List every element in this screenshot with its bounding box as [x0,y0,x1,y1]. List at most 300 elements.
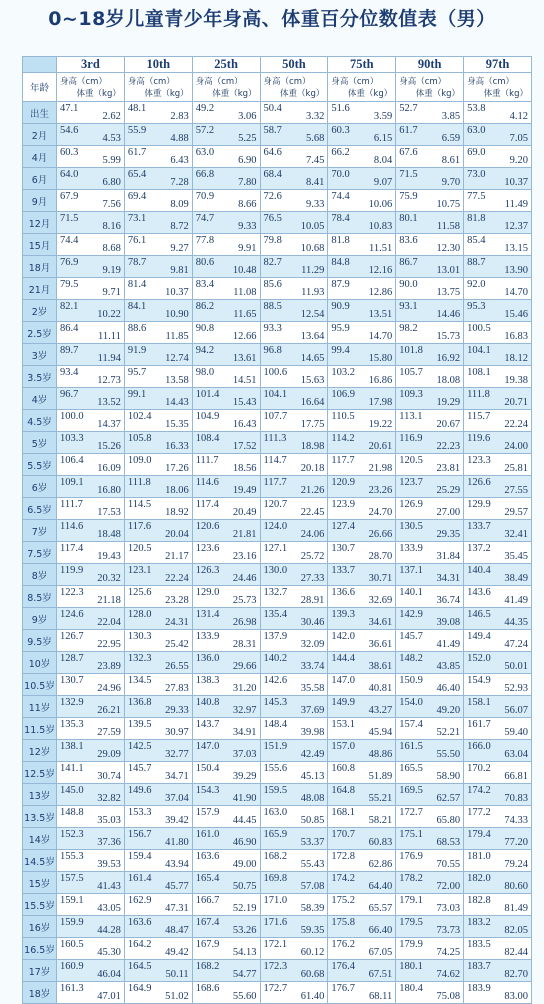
height-value: 157.0 [331,741,355,752]
height-value: 95.3 [467,301,486,312]
value-cell [260,454,328,476]
value-cell [464,828,532,850]
weight-value: 9.81 [170,265,189,276]
height-value: 160.9 [60,961,84,972]
height-value: 111.8 [467,389,490,400]
height-value: 127.4 [331,521,355,532]
value-cell [57,894,125,916]
weight-value: 64.40 [368,881,393,892]
value-cell [260,762,328,784]
table-row [23,124,532,146]
value-cell [260,234,328,256]
value-cell [57,410,125,432]
weight-value: 11.11 [97,331,121,342]
age-label: 12.5岁 [23,762,57,784]
value-cell [260,146,328,168]
age-label: 4岁 [23,388,57,410]
value-cell [464,520,532,542]
weight-value: 74.33 [504,815,528,826]
weight-value: 14.43 [165,397,189,408]
weight-value: 10.75 [436,199,461,210]
value-cell [192,146,260,168]
height-value: 132.7 [263,587,288,598]
weight-value: 15.46 [504,309,528,320]
height-value: 50.4 [263,103,282,114]
height-value: 182.0 [467,873,491,884]
weight-value: 10.48 [232,265,257,276]
table-row [23,410,532,432]
height-value: 70.9 [195,191,215,202]
weight-value: 9.27 [170,243,189,254]
height-value: 100.6 [263,367,288,378]
weight-value: 73.73 [436,925,461,936]
value-cell [464,916,532,938]
height-value: 126.9 [399,499,423,510]
age-label: 3.5岁 [23,366,57,388]
height-value: 76.1 [127,235,147,246]
table-row [23,608,532,630]
height-weight-subheader [260,73,328,102]
weight-value: 13.51 [368,309,393,320]
height-value: 103.2 [331,367,355,378]
height-value: 100.0 [60,411,84,422]
age-label: 13岁 [23,784,57,806]
table-row [23,234,532,256]
value-cell [192,850,260,872]
height-value: 130.5 [399,521,423,532]
weight-value: 24.06 [300,529,325,540]
weight-value: 66.81 [504,771,528,782]
weight-unit-label: 体重（kg） [280,89,325,99]
height-value: 145.0 [60,785,84,796]
height-value: 87.9 [331,279,350,290]
percentile-header: 3rd [57,57,125,73]
weight-value: 5.25 [238,133,257,144]
weight-value: 9.19 [102,265,121,276]
value-cell [192,564,260,586]
weight-unit-label: 体重（kg） [347,89,393,99]
value-cell [328,454,396,476]
height-value: 72.6 [263,191,282,202]
value-cell [57,322,125,344]
value-cell [192,124,260,146]
value-cell [328,674,396,696]
weight-value: 15.26 [97,441,121,452]
weight-value: 40.81 [368,683,393,694]
value-cell [124,476,192,498]
weight-value: 7.56 [102,199,121,210]
table-row [23,762,532,784]
weight-value: 80.60 [504,881,528,892]
height-value: 171.6 [263,917,288,928]
weight-value: 29.35 [436,529,461,540]
height-value: 108.1 [467,367,491,378]
value-cell [464,432,532,454]
value-cell [192,652,260,674]
height-value: 155.6 [263,763,288,774]
height-value: 111.3 [263,433,287,444]
height-value: 78.4 [331,213,350,224]
value-cell [260,894,328,916]
value-cell [396,124,464,146]
height-value: 138.1 [60,741,84,752]
height-value: 148.2 [399,653,423,664]
value-cell [192,872,260,894]
height-value: 84.1 [127,301,147,312]
weight-value: 16.80 [97,485,121,496]
height-value: 135.3 [60,719,84,730]
weight-value: 30.71 [368,573,393,584]
weight-value: 75.08 [436,991,461,1002]
height-value: 179.1 [399,895,423,906]
value-cell [464,652,532,674]
value-cell [396,696,464,718]
table-row [23,850,532,872]
value-cell [192,520,260,542]
weight-value: 30.74 [97,771,121,782]
age-label: 16.5岁 [23,938,57,960]
weight-value: 77.20 [504,837,528,848]
weight-value: 25.81 [504,463,528,474]
value-cell [192,102,260,124]
height-value: 123.3 [467,455,491,466]
value-cell [124,124,192,146]
height-value: 167.9 [195,939,220,950]
height-value: 103.3 [60,433,84,444]
height-value: 130.7 [331,543,355,554]
value-cell [260,410,328,432]
height-unit-label: 身高（cm） [331,77,379,87]
value-cell [192,806,260,828]
weight-value: 11.85 [165,331,189,342]
height-value: 138.3 [195,675,220,686]
value-cell [260,872,328,894]
value-cell [192,344,260,366]
value-cell [396,740,464,762]
height-value: 159.5 [263,785,288,796]
height-value: 90.8 [195,323,215,334]
weight-value: 13.90 [504,265,528,276]
value-cell [192,278,260,300]
value-cell [57,168,125,190]
weight-value: 8.72 [170,221,189,232]
value-cell [260,652,328,674]
height-value: 82.7 [263,257,282,268]
value-cell [124,630,192,652]
table-row [23,784,532,806]
age-label: 出生 [23,102,57,124]
weight-value: 5.99 [102,155,121,166]
value-cell [192,916,260,938]
height-value: 154.9 [467,675,491,686]
value-cell [57,982,125,1004]
height-value: 139.3 [331,609,355,620]
height-value: 78.7 [127,257,147,268]
height-value: 110.5 [331,411,355,422]
value-cell [192,762,260,784]
height-value: 140.2 [263,653,288,664]
weight-value: 49.42 [165,947,189,958]
value-cell [328,388,396,410]
value-cell [396,784,464,806]
weight-value: 12.30 [436,243,461,254]
value-cell [192,454,260,476]
weight-value: 14.70 [504,287,528,298]
table-row [23,894,532,916]
weight-value: 27.59 [97,727,121,738]
value-cell [464,212,532,234]
value-cell [192,234,260,256]
height-value: 161.4 [127,873,152,884]
value-cell [260,784,328,806]
weight-value: 35.58 [300,683,325,694]
height-value: 164.2 [127,939,152,950]
height-value: 161.3 [60,983,84,994]
height-value: 154.0 [399,697,423,708]
height-value: 76.9 [60,257,79,268]
weight-unit-label: 体重（kg） [144,89,189,99]
weight-value: 6.43 [170,155,189,166]
weight-value: 27.55 [504,485,528,496]
weight-value: 28.91 [300,595,325,606]
value-cell [328,608,396,630]
value-cell [328,784,396,806]
weight-value: 31.20 [232,683,257,694]
value-cell [57,564,125,586]
height-value: 150.9 [399,675,423,686]
weight-value: 3.32 [306,111,325,122]
age-label: 5岁 [23,432,57,454]
height-value: 58.7 [263,125,282,136]
value-cell [328,476,396,498]
value-cell [328,300,396,322]
weight-value: 48.47 [165,925,189,936]
percentile-header-row [23,57,532,73]
value-cell [57,872,125,894]
weight-value: 6.80 [102,177,121,188]
weight-value: 12.16 [368,265,393,276]
value-cell [396,102,464,124]
value-cell [396,850,464,872]
weight-value: 28.31 [232,639,257,650]
value-cell [396,168,464,190]
value-cell [57,762,125,784]
weight-value: 25.42 [165,639,189,650]
value-cell [124,564,192,586]
value-cell [464,410,532,432]
value-cell [396,982,464,1004]
height-value: 183.2 [467,917,491,928]
value-cell [124,300,192,322]
weight-value: 32.77 [165,749,189,760]
value-cell [192,432,260,454]
height-value: 70.0 [331,169,350,180]
weight-value: 74.62 [436,969,461,980]
value-cell [328,344,396,366]
weight-value: 17.26 [165,463,189,474]
height-value: 159.9 [60,917,84,928]
height-value: 168.2 [195,961,220,972]
height-value: 104.1 [263,389,288,400]
height-value: 165.4 [195,873,220,884]
weight-value: 59.35 [300,925,325,936]
height-value: 172.1 [263,939,288,950]
height-value: 130.3 [127,631,152,642]
height-value: 163.6 [195,851,220,862]
weight-value: 4.12 [509,111,528,122]
height-value: 88.6 [127,323,147,334]
value-cell [328,366,396,388]
height-value: 93.1 [399,301,418,312]
height-value: 86.7 [399,257,418,268]
growth-table [22,56,532,1004]
value-cell [260,498,328,520]
height-value: 119.9 [60,565,84,576]
height-value: 148.4 [263,719,288,730]
weight-value: 50.01 [504,661,528,672]
weight-unit-label: 体重（kg） [212,89,257,99]
age-label: 10.5岁 [23,674,57,696]
height-value: 145.7 [127,763,152,774]
age-label: 9岁 [23,608,57,630]
weight-value: 9.71 [102,287,121,298]
value-cell [192,476,260,498]
value-cell [328,146,396,168]
weight-value: 49.00 [232,859,257,870]
weight-value: 20.49 [232,507,257,518]
value-cell [260,828,328,850]
table-row [23,168,532,190]
height-unit-label: 身高（cm） [399,77,447,87]
table-row [23,674,532,696]
height-value: 109.3 [399,389,423,400]
value-cell [396,146,464,168]
weight-value: 50.85 [300,815,325,826]
weight-value: 70.55 [436,859,461,870]
value-cell [124,784,192,806]
height-value: 90.9 [331,301,350,312]
weight-value: 12.54 [300,309,325,320]
height-value: 92.0 [467,279,486,290]
corner-cell [23,57,57,73]
value-cell [328,938,396,960]
value-cell [57,960,125,982]
height-value: 170.2 [467,763,491,774]
height-value: 181.0 [467,851,491,862]
weight-value: 18.08 [436,375,461,386]
weight-value: 39.53 [97,859,121,870]
value-cell [328,806,396,828]
value-cell [396,916,464,938]
weight-value: 18.56 [232,463,257,474]
value-cell [192,982,260,1004]
weight-value: 43.05 [97,903,121,914]
weight-value: 24.46 [232,573,257,584]
height-value: 63.0 [195,147,215,158]
height-value: 146.5 [467,609,491,620]
height-value: 93.4 [60,367,79,378]
table-row [23,146,532,168]
weight-value: 37.04 [165,793,189,804]
value-cell [328,124,396,146]
value-cell [124,960,192,982]
height-value: 183.9 [467,983,491,994]
height-value: 147.0 [195,741,220,752]
height-value: 151.9 [263,741,288,752]
weight-value: 11.51 [368,243,393,254]
value-cell [260,718,328,740]
weight-value: 11.65 [233,309,257,320]
height-value: 61.7 [399,125,418,136]
weight-value: 53.37 [300,837,325,848]
value-cell [396,432,464,454]
height-value: 139.5 [127,719,152,730]
age-label: 13.5岁 [23,806,57,828]
weight-value: 36.74 [436,595,461,606]
height-value: 101.4 [195,389,220,400]
weight-value: 25.72 [300,551,325,562]
height-value: 117.4 [195,499,219,510]
age-label: 11岁 [23,696,57,718]
value-cell [57,828,125,850]
value-cell [260,278,328,300]
value-cell [260,256,328,278]
value-cell [192,586,260,608]
table-row [23,564,532,586]
weight-value: 16.92 [436,353,461,364]
age-label: 10岁 [23,652,57,674]
height-value: 176.4 [331,961,355,972]
age-label: 18岁 [23,982,57,1004]
weight-value: 32.41 [504,529,528,540]
height-value: 167.4 [195,917,220,928]
value-cell [124,938,192,960]
height-value: 123.7 [399,477,423,488]
height-value: 80.1 [399,213,418,224]
weight-value: 12.73 [97,375,121,386]
height-weight-subheader [57,73,125,102]
height-value: 175.2 [331,895,355,906]
height-value: 164.5 [127,961,152,972]
weight-value: 23.81 [436,463,461,474]
height-value: 117.4 [60,543,84,554]
value-cell [260,300,328,322]
height-value: 180.4 [399,983,423,994]
height-value: 120.5 [399,455,423,466]
weight-value: 16.86 [368,375,393,386]
value-cell [328,630,396,652]
weight-value: 8.09 [170,199,189,210]
value-cell [328,960,396,982]
value-cell [57,256,125,278]
weight-value: 19.43 [97,551,121,562]
table-row [23,960,532,982]
value-cell [57,366,125,388]
weight-value: 26.98 [232,617,257,628]
value-cell [57,146,125,168]
height-value: 67.6 [399,147,418,158]
weight-value: 13.61 [232,353,257,364]
height-value: 47.1 [60,103,79,114]
percentile-header: 25th [192,57,260,73]
height-value: 73.1 [127,213,147,224]
height-value: 98.0 [195,367,215,378]
height-value: 69.4 [127,191,147,202]
weight-value: 14.65 [300,353,325,364]
weight-unit-label: 体重（kg） [415,89,461,99]
height-value: 114.5 [127,499,152,510]
value-cell [328,894,396,916]
